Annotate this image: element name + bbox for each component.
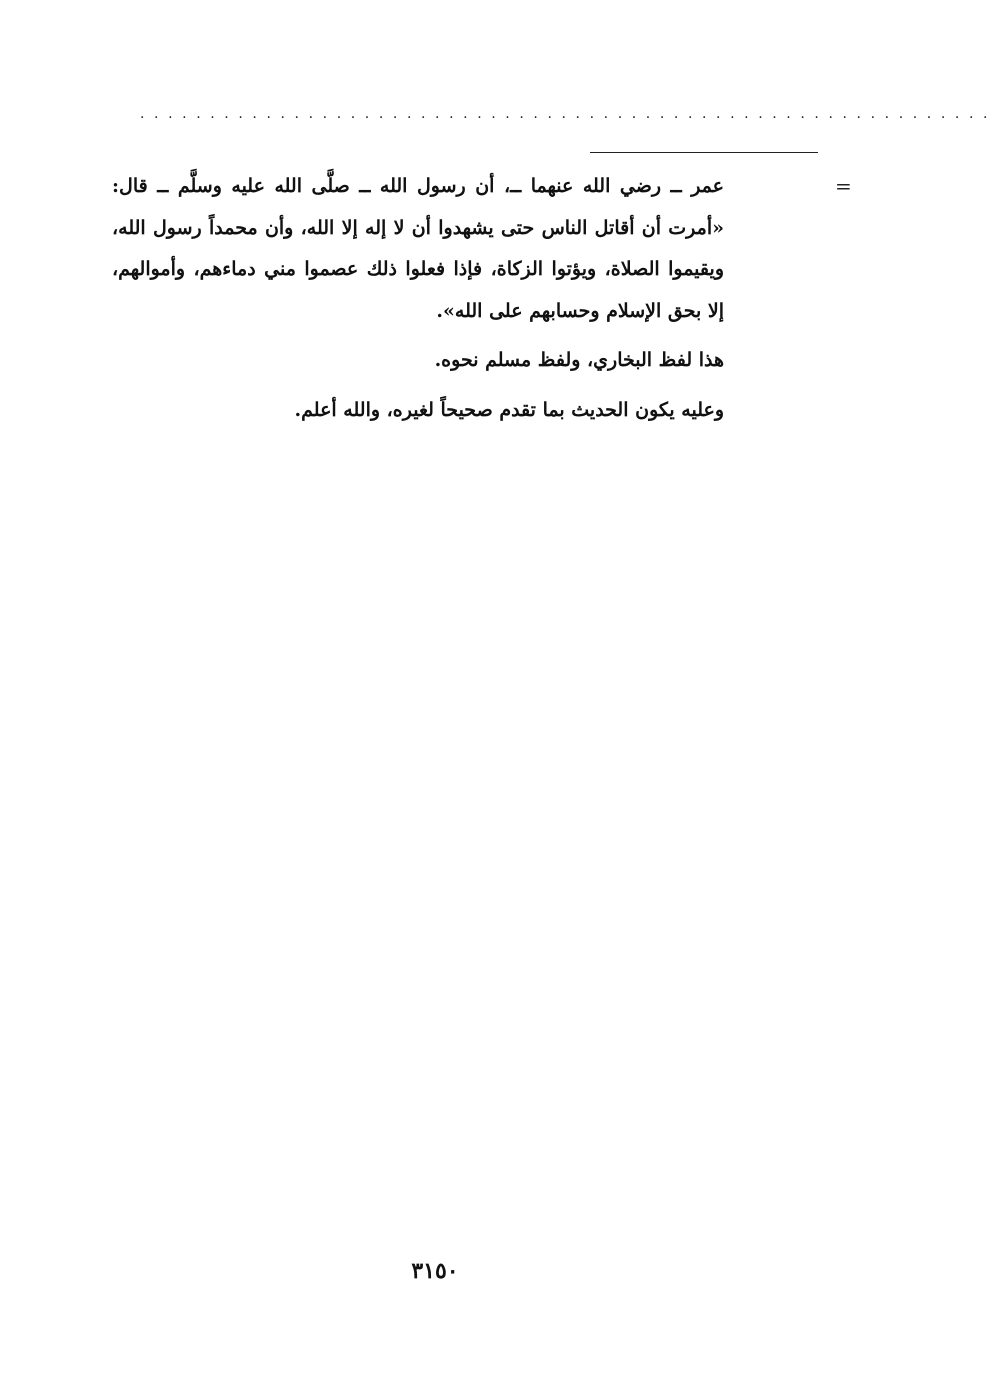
footnote-paragraph-grading: وعليه يكون الحديث بما تقدم صحيحاً لغيره، والله أعلم. (294, 398, 724, 421)
footnote-block (112, 166, 724, 431)
footnote-paragraph-source: هذا لفظ البخاري، ولفظ مسلم نحوه. (434, 349, 724, 371)
footnote-rule (590, 152, 818, 153)
page-number: ٣١٥٠ (411, 1258, 459, 1284)
dotted-separator: ............................................................. (140, 106, 997, 122)
footnote-continuation-mark: = (835, 174, 852, 198)
footnote-paragraph-hadith: عمر ــ رضي الله عنهما ــ، أن رسول الله ــ صلَّى الله عليه وسلَّم ــ قال: «أمرت أن أقاتل الناس حتى يشهدوا أن لا إله إلا الله، وأن محمداً رسول الله، ويقيموا الصلاة، ويؤتوا الزكاة، فإذا فعلوا ذلك عصموا مني دماءهم، وأموالهم، إلا بحق الإسلام وحسابهم على الله». (112, 175, 724, 322)
